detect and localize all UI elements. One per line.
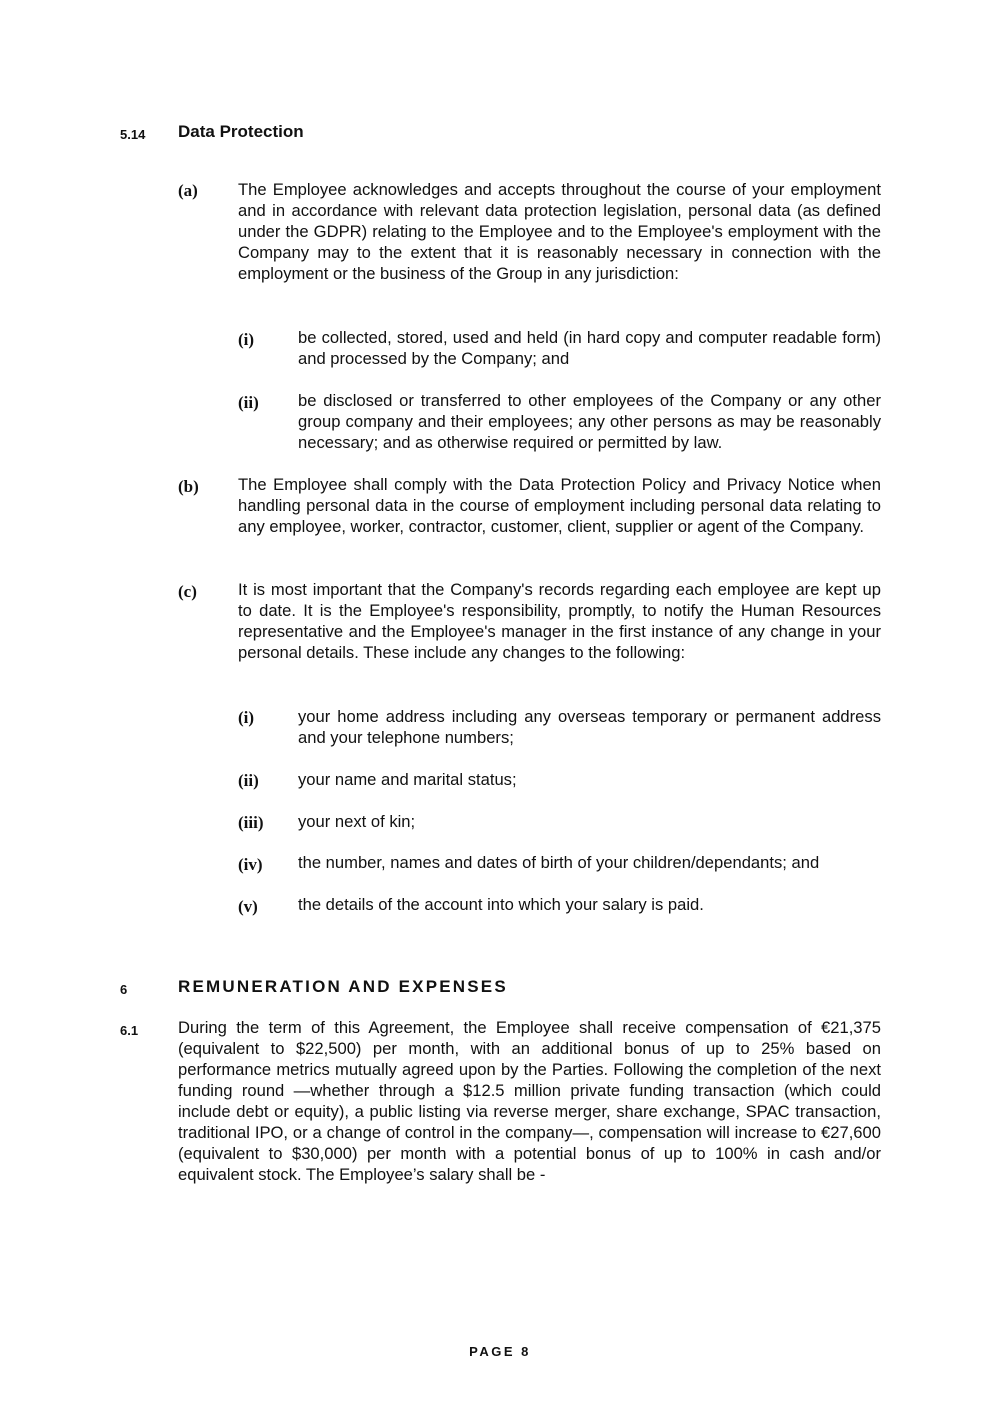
- subparagraph-text: your next of kin;: [298, 812, 416, 831]
- clause-number: 6.1: [120, 1023, 139, 1038]
- paragraph-text: It is most important that the Company's records regarding each employee are kept up to date. It is the Employee's responsibility, promptly, to notify the Human Resources representative and the Employee's manager in the first instance of any change in your personal details. These include any changes to the following:: [238, 580, 881, 662]
- subparagraph-text: your home address including any overseas temporary or permanent address and your telephone numbers;: [298, 707, 881, 747]
- page-number: PAGE 8: [469, 1344, 531, 1359]
- subparagraph-marker: (iii): [238, 813, 264, 832]
- subparagraph-marker: (i): [238, 330, 255, 349]
- subparagraph-text: the details of the account into which your salary is paid.: [298, 895, 704, 914]
- subparagraph-marker: (v): [238, 897, 258, 916]
- subparagraph-text: be collected, stored, used and held (in hard copy and computer readable form) and processed by the Company; and: [298, 328, 881, 368]
- subparagraph-text: your name and marital status;: [298, 770, 517, 789]
- subparagraph-text: be disclosed or transferred to other employees of the Company or any other group company and their employees; any other persons as may be reasonably necessary; and as otherwise required or permitted by law.: [298, 391, 881, 452]
- subparagraph-marker: (iv): [238, 855, 263, 874]
- paragraph-text: The Employee acknowledges and accepts throughout the course of your employment and in accordance with relevant data protection legislation, personal data (as defined under the GDPR) relating to the Employee and to the Employee's employment with the Company may to the extent that it is reasonably necessary in connection with the employment or the business of the Group in any jurisdiction:: [238, 180, 881, 283]
- subparagraph-text: the number, names and dates of birth of your children/dependants; and: [298, 853, 820, 872]
- section-number: 6: [120, 982, 128, 997]
- paragraph-marker: (a): [178, 181, 198, 200]
- section-heading: REMUNERATION AND EXPENSES: [178, 977, 508, 996]
- clause-number: 5.14: [120, 127, 146, 142]
- section-heading: Data Protection: [178, 122, 304, 141]
- clause-text: During the term of this Agreement, the Employee shall receive compensation of €21,375 (equivalent to $22,500) per month, with an additional bonus of up to 25% based on performance metrics mutually agreed upon by the Parties. Following the completion of the next funding round —whether through a $12.5 million private funding transaction (which could include debt or equity), a public listing via reverse merger, share exchange, SPAC transaction, traditional IPO, or a change of control in the company—, compensation will increase to €27,600 (equivalent to $30,000) per month with a potential bonus of up to 100% in cash and/or equivalent stock. The Employee’s salary shall be -: [178, 1018, 881, 1184]
- subparagraph-marker: (i): [238, 708, 255, 727]
- paragraph-text: The Employee shall comply with the Data Protection Policy and Privacy Notice when handling personal data in the course of employment including personal data relating to any employee, worker, contractor, customer, client, supplier or agent of the Company.: [238, 475, 881, 536]
- subparagraph-marker: (ii): [238, 393, 259, 412]
- paragraph-marker: (b): [178, 477, 199, 496]
- paragraph-marker: (c): [178, 582, 197, 601]
- subparagraph-marker: (ii): [238, 771, 259, 790]
